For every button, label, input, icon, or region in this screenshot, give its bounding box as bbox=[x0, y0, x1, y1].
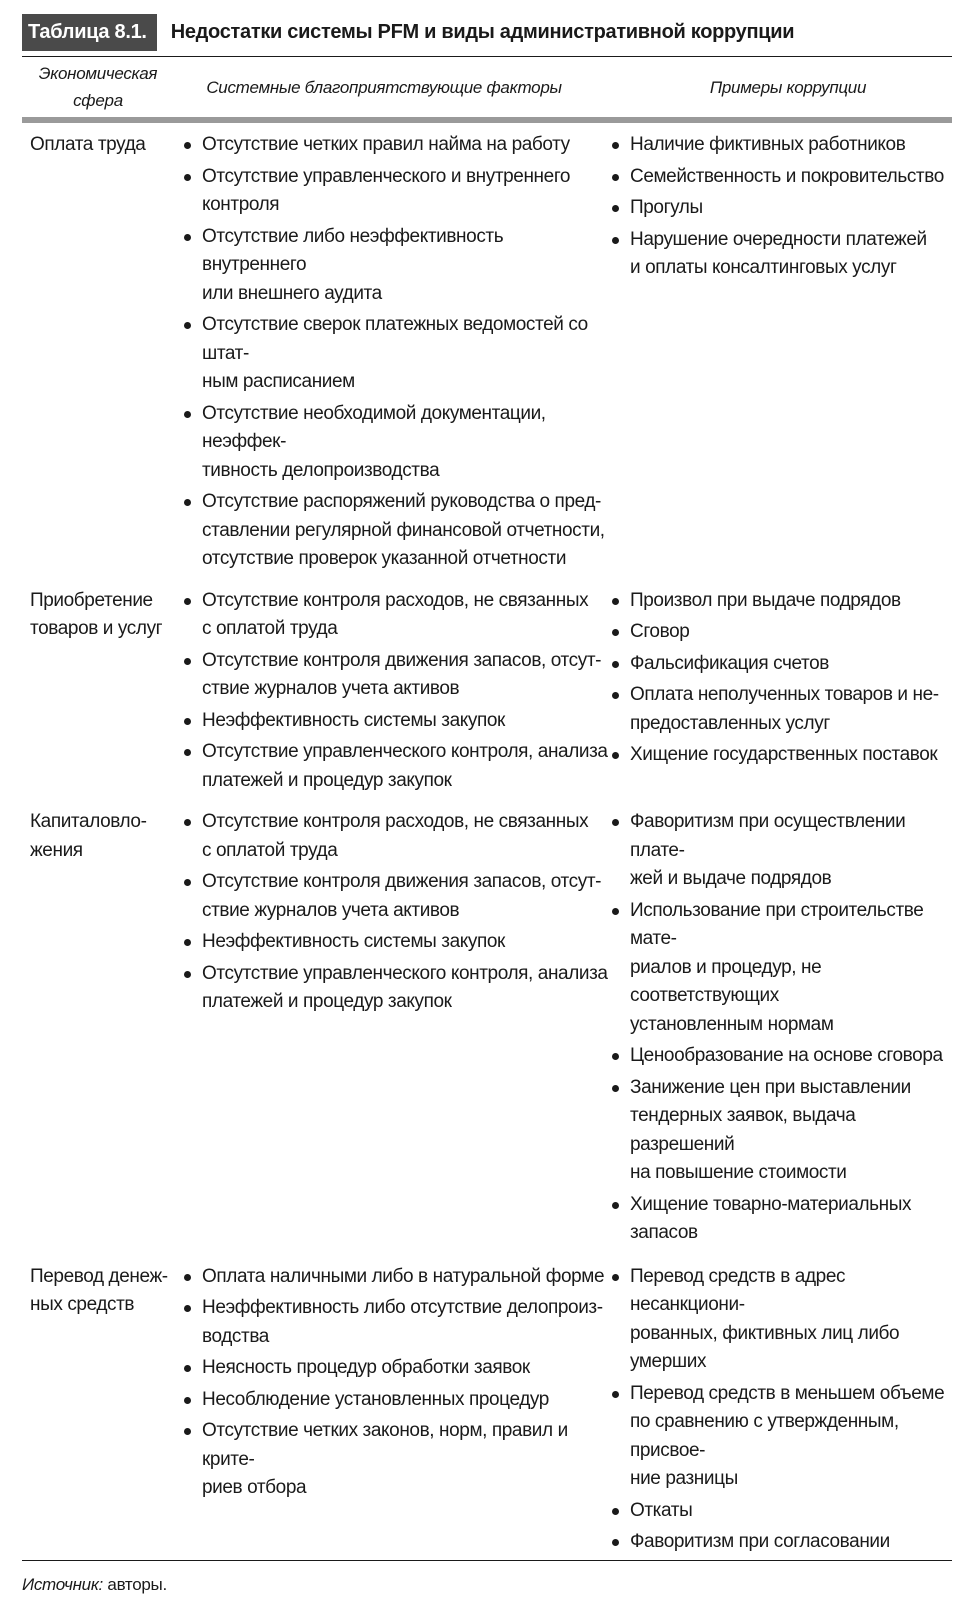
list-item-line: ным расписанием bbox=[202, 371, 355, 392]
list-item-line: Хищение товарно-материальных запасов bbox=[630, 1193, 912, 1243]
list-item-line: Отсутствие четких правил найма на работу bbox=[202, 134, 570, 155]
list-item bbox=[180, 400, 608, 486]
bullet-list bbox=[180, 808, 608, 1017]
list-item-line: Откаты bbox=[630, 1499, 693, 1521]
list-item bbox=[608, 1380, 952, 1494]
list-item bbox=[608, 1191, 952, 1248]
list-item-line: Перевод средств в адрес несанкциони- bbox=[630, 1265, 846, 1315]
list-item bbox=[180, 647, 608, 704]
list-item-line: Фальсификация счетов bbox=[630, 652, 829, 674]
list-item-line: Отсутствие контроля расходов, не связанных bbox=[202, 589, 589, 611]
header-sphere-line: Экономическая bbox=[38, 64, 158, 83]
sphere-line: ных средств bbox=[30, 1294, 135, 1315]
list-item-line: Отсутствие контроля движения запасов, отсут- bbox=[202, 871, 602, 892]
cell-sphere bbox=[22, 587, 180, 799]
list-item-line: Неясность процедур обработки заявок bbox=[202, 1357, 530, 1378]
sphere-line: Оплата труда bbox=[30, 134, 146, 155]
list-item-line: ние разницы bbox=[630, 1468, 738, 1489]
list-item-line: Неэффективность системы закупок bbox=[202, 709, 505, 731]
list-item-line: ствие журналов учета активов bbox=[202, 678, 460, 699]
list-item-line: Отсутствие управленческого контроля, анализа bbox=[202, 962, 608, 984]
list-item bbox=[608, 808, 952, 894]
bullet-list bbox=[608, 587, 952, 770]
list-item-line: или внешнего аудита bbox=[202, 282, 382, 304]
list-item-line: Оплата неполученных товаров и не- bbox=[630, 684, 939, 705]
list-item bbox=[608, 1497, 952, 1526]
list-item-line: водства bbox=[202, 1325, 269, 1347]
list-item-line: с оплатой труда bbox=[202, 618, 338, 639]
document-page bbox=[22, 14, 952, 1597]
list-item-line: риалов и процедур, не соответствующих bbox=[630, 956, 822, 1006]
list-item-line: Сговор bbox=[630, 621, 690, 642]
cell-examples bbox=[608, 587, 952, 799]
list-item bbox=[180, 131, 608, 160]
list-item bbox=[608, 194, 952, 223]
list-item-line: Отсутствие сверок платежных ведомостей со штат- bbox=[202, 314, 588, 364]
bullet-list bbox=[180, 587, 608, 796]
list-item bbox=[608, 618, 952, 647]
list-item bbox=[180, 223, 608, 309]
list-item bbox=[608, 1263, 952, 1377]
list-item bbox=[180, 1294, 608, 1351]
list-item-line: Прогулы bbox=[630, 197, 703, 218]
list-item bbox=[180, 1263, 608, 1292]
bullet-list bbox=[180, 1263, 608, 1503]
list-item bbox=[608, 741, 952, 770]
list-item bbox=[608, 1042, 952, 1071]
list-item-line: Отсутствие управленческого контроля, анализа bbox=[202, 741, 608, 762]
list-item-line: Занижение цен при выставлении bbox=[630, 1076, 911, 1098]
list-item-line: и оплаты консалтинговых услуг bbox=[630, 257, 897, 278]
sphere-line: товаров и услуг bbox=[30, 618, 163, 639]
list-item bbox=[608, 1528, 952, 1557]
list-item-line: ставлении регулярной финансовой отчетности, bbox=[202, 519, 605, 541]
table-body bbox=[22, 123, 952, 1560]
header-sphere-line: сфера bbox=[73, 91, 123, 110]
list-item-line: с оплатой труда bbox=[202, 839, 338, 861]
list-item-line: Хищение государственных поставок bbox=[630, 744, 938, 765]
list-item-line: тивность делопроизводства bbox=[202, 459, 440, 481]
list-item-line: Отсутствие четких законов, норм, правил и крите- bbox=[202, 1420, 568, 1470]
list-item-line: Отсутствие контроля расходов, не связанных bbox=[202, 811, 589, 832]
cell-sphere bbox=[22, 131, 180, 577]
list-item-line: рованных, фиктивных лиц либо умерших bbox=[630, 1322, 900, 1372]
list-item-line: Фаворитизм при осуществлении плате- bbox=[630, 811, 906, 861]
list-item-line: жей и выдаче подрядов bbox=[630, 868, 832, 889]
list-item-line: Фаворитизм при согласовании bbox=[630, 1531, 890, 1552]
cell-examples bbox=[608, 808, 952, 1251]
list-item-line: Перевод средств в меньшем объеме bbox=[630, 1382, 945, 1404]
sphere-line: Капиталовло- bbox=[30, 811, 147, 832]
list-item-line: тендерных заявок, выдача разрешений bbox=[630, 1105, 856, 1155]
list-item-line: Отсутствие контроля движения запасов, отсут- bbox=[202, 649, 602, 671]
list-item-line: Несоблюдение установленных процедур bbox=[202, 1388, 549, 1410]
cell-factors bbox=[180, 1263, 608, 1560]
list-item-line: Отсутствие управленческого и внутреннего bbox=[202, 165, 571, 187]
cell-sphere bbox=[22, 808, 180, 1251]
table-row bbox=[22, 798, 952, 1251]
header-factors: Системные благоприятствующие факторы bbox=[206, 77, 562, 97]
list-item bbox=[180, 868, 608, 925]
table-number-label: Таблица 8.1. bbox=[22, 14, 157, 51]
list-item-line: Неэффективность либо отсутствие делопроиз- bbox=[202, 1297, 603, 1318]
list-item-line: Семейственность и покровительство bbox=[630, 165, 944, 187]
list-item bbox=[608, 650, 952, 679]
header-examples: Примеры коррупции bbox=[709, 77, 867, 97]
list-item-line: Нарушение очередности платежей bbox=[630, 228, 927, 250]
list-item bbox=[180, 808, 608, 865]
list-item bbox=[608, 897, 952, 1040]
list-item-line: установленным нормам bbox=[630, 1013, 834, 1035]
table-row bbox=[22, 577, 952, 799]
list-item-line: Использование при строительстве мате- bbox=[630, 899, 924, 949]
list-item bbox=[180, 960, 608, 1017]
cell-factors bbox=[180, 808, 608, 1251]
list-item-line: на повышение стоимости bbox=[630, 1162, 847, 1183]
list-item bbox=[180, 738, 608, 795]
list-item bbox=[608, 226, 952, 283]
list-item-line: платежей и процедур закупок bbox=[202, 769, 452, 791]
table-bottom-rule bbox=[22, 1560, 952, 1561]
bullet-list bbox=[180, 131, 608, 574]
source-note bbox=[22, 1573, 952, 1597]
list-item bbox=[180, 1354, 608, 1383]
list-item-line: по сравнению с утвержденным, присвое- bbox=[630, 1411, 899, 1461]
sphere-line: Перевод денеж- bbox=[30, 1265, 168, 1287]
list-item-line: Отсутствие распоряжений руководства о пред- bbox=[202, 491, 601, 512]
cell-factors bbox=[180, 587, 608, 799]
list-item bbox=[180, 707, 608, 736]
cell-sphere bbox=[22, 1263, 180, 1560]
list-item bbox=[180, 488, 608, 574]
list-item-line: Наличие фиктивных работников bbox=[630, 134, 906, 155]
list-item-line: отсутствие проверок указанной отчетности bbox=[202, 548, 567, 569]
list-item bbox=[180, 587, 608, 644]
list-item-line: Отсутствие либо неэффективность внутреннего bbox=[202, 225, 504, 275]
list-item bbox=[608, 1074, 952, 1188]
list-item-line: предоставленных услуг bbox=[630, 712, 830, 734]
list-item-line: Отсутствие необходимой документации, неэффек- bbox=[202, 402, 546, 452]
list-item bbox=[608, 131, 952, 160]
bullet-list bbox=[608, 131, 952, 283]
sphere-line: жения bbox=[30, 839, 83, 861]
table-row bbox=[22, 123, 952, 577]
list-item-line: Ценообразование на основе сговора bbox=[630, 1045, 943, 1066]
table-row bbox=[22, 1251, 952, 1560]
list-item-line: Оплата наличными либо в натуральной форме bbox=[202, 1265, 605, 1287]
list-item-line: Произвол при выдаче подрядов bbox=[630, 589, 901, 611]
bullet-list bbox=[608, 808, 952, 1248]
list-item-line: риев отбора bbox=[202, 1477, 307, 1498]
bullet-list bbox=[608, 1263, 952, 1557]
list-item-line: Неэффективность системы закупок bbox=[202, 931, 505, 952]
list-item bbox=[180, 1386, 608, 1415]
list-item-line: ствие журналов учета активов bbox=[202, 899, 460, 921]
list-item bbox=[180, 163, 608, 220]
list-item bbox=[180, 1417, 608, 1503]
table-title: Недостатки системы PFM и виды административной коррупции bbox=[170, 21, 795, 43]
cell-factors bbox=[180, 131, 608, 577]
list-item-line: контроля bbox=[202, 194, 280, 215]
list-item-line: платежей и процедур закупок bbox=[202, 991, 452, 1012]
list-item bbox=[608, 587, 952, 616]
table-header-row bbox=[22, 57, 952, 117]
source-label: Источник: bbox=[22, 1574, 103, 1594]
header-sphere bbox=[22, 60, 174, 114]
source-text: авторы. bbox=[107, 1574, 167, 1594]
cell-examples bbox=[608, 1263, 952, 1560]
list-item bbox=[608, 163, 952, 192]
list-item bbox=[180, 311, 608, 397]
sphere-line: Приобретение bbox=[30, 589, 153, 611]
list-item bbox=[608, 681, 952, 738]
list-item bbox=[180, 928, 608, 957]
table-caption bbox=[22, 14, 952, 51]
cell-examples bbox=[608, 131, 952, 577]
